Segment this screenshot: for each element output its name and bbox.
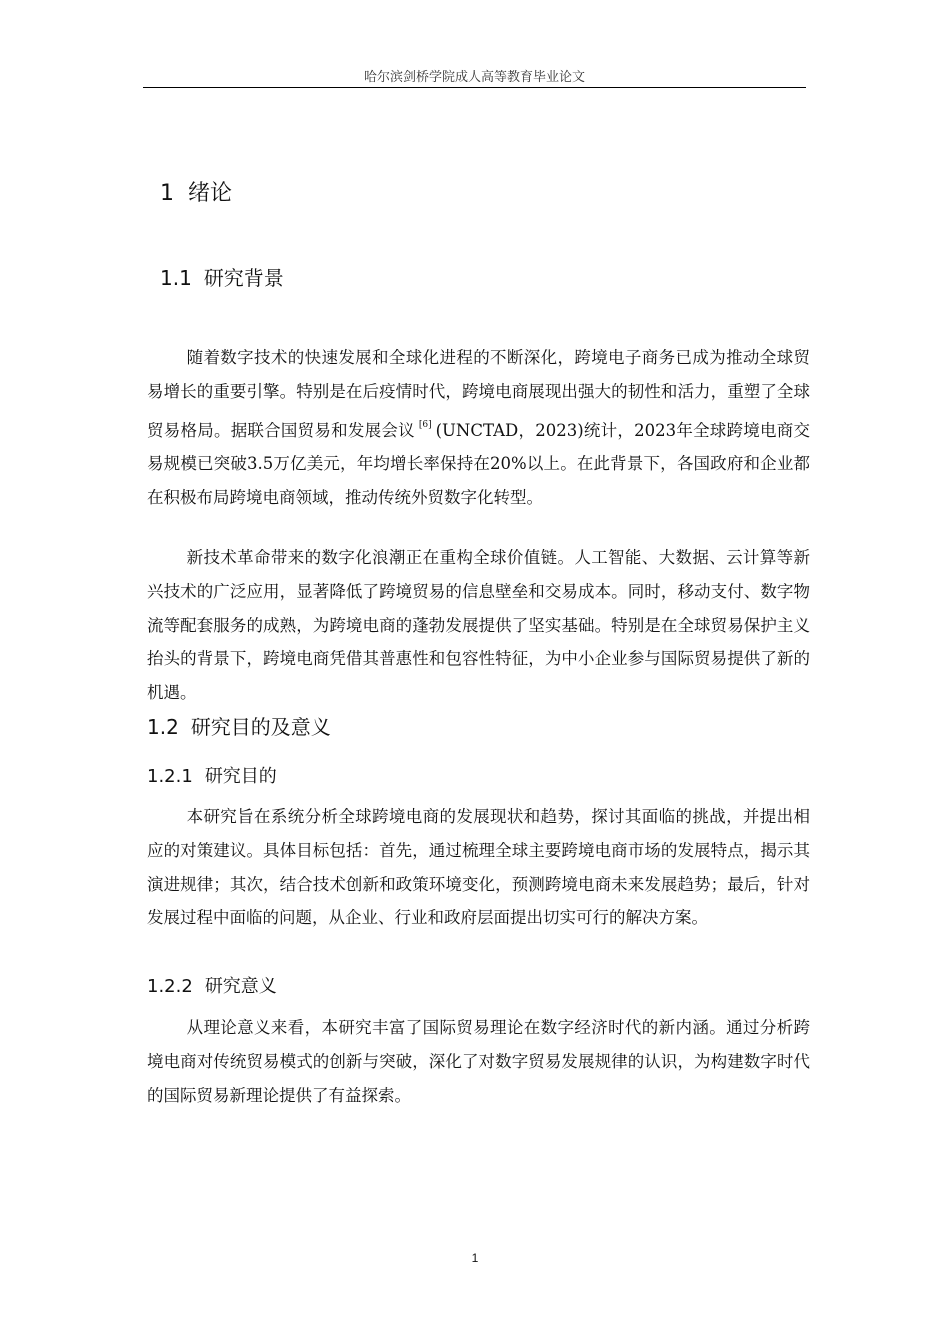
subsection-heading-1-2-2 (147, 972, 277, 998)
chapter-title: 绪论 (188, 181, 233, 206)
paragraph-purpose: 本研究旨在系统分析全球跨境电商的发展现状和趋势，探讨其面临的挑战，并提出相应的对策建议。具体目标包括：首先，通过梳理全球主要跨境电商市场的发展特点，揭示其演进规律；其次，结合技术创新和政策环境变化，预测跨境电商未来发展趋势；最后，针对发展过程中面临的问题，从企业、行业和政府层面提出切实可行的解决方案。 (147, 807, 810, 928)
chapter-number: 1 (160, 181, 174, 206)
section-title: 研究背景 (203, 266, 284, 290)
section-heading-1-1 (160, 262, 284, 291)
section-number: 1.2 (147, 715, 179, 739)
citation-marker: [6] (418, 419, 432, 430)
subsection-number: 1.2.1 (147, 766, 193, 787)
section-number: 1.1 (160, 266, 192, 290)
paragraph-background-2: 新技术革命带来的数字化浪潮正在重构全球价值链。人工智能、大数据、云计算等新兴技术的广泛应用，显著降低了跨境贸易的信息壁垒和交易成本。同时，移动支付、数字物流等配套服务的成熟，为跨境电商的蓬勃发展提供了坚实基础。特别是在全球贸易保护主义抬头的背景下，跨境电商凭借其普惠性和包容性特征，为中小企业参与国际贸易提供了新的机遇。 (147, 548, 810, 703)
paragraph-background-1: 随着数字技术的快速发展和全球化进程的不断深化，跨境电子商务已成为推动全球贸易增长的重要引擎。特别是在后疫情时代，跨境电商展现出强大的韧性和活力，重塑了全球贸易格局。据联合国贸易和发展会议 [6] (UNCTAD，2023)统计，2023年全球跨境电商交易规模已突破3.5万亿美元，年均增长率保持在20%以上。在此背景下，各国政府和企业都在积极布局跨境电商领域，推动传统外贸数字化转型。 (147, 348, 810, 508)
section-title: 研究目的及意义 (190, 715, 331, 739)
subsection-number: 1.2.2 (147, 976, 193, 997)
section-heading-1-2 (147, 711, 331, 740)
header-divider (143, 87, 806, 88)
paragraph-significance: 从理论意义来看，本研究丰富了国际贸易理论在数字经济时代的新内涵。通过分析跨境电商对传统贸易模式的创新与突破，深化了对数字贸易发展规律的认识，为构建数字时代的国际贸易新理论提供了有益探索。 (147, 1018, 810, 1105)
page-number: 1 (471, 1251, 479, 1265)
chapter-heading (160, 176, 232, 207)
subsection-title: 研究意义 (204, 976, 277, 997)
subsection-heading-1-2-1 (147, 762, 277, 788)
running-header: 哈尔滨剑桥学院成人高等教育毕业论文 (363, 70, 585, 85)
subsection-title: 研究目的 (204, 766, 277, 787)
